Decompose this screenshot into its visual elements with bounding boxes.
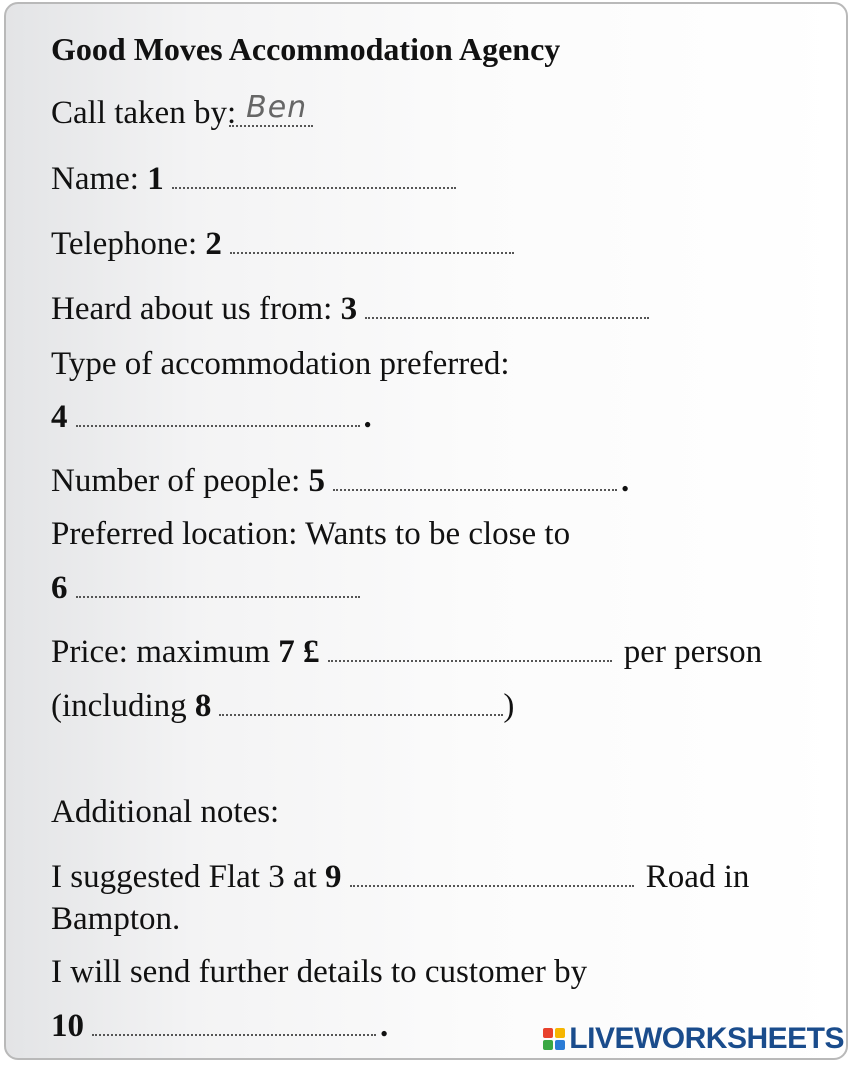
name-row <box>51 160 460 198</box>
call-taken-dots <box>229 119 313 127</box>
question-number-3: 3 <box>340 291 358 327</box>
answer-blank-3[interactable] <box>365 293 649 319</box>
heard-row <box>51 290 653 328</box>
people-label: Number of people: <box>51 463 301 499</box>
send-label: I will send further details to customer by <box>51 954 588 990</box>
notes-label: Additional notes: <box>51 794 280 830</box>
question-number-6: 6 <box>51 570 68 606</box>
currency-symbol: £ <box>303 634 320 670</box>
question-number-10: 10 <box>51 1008 84 1044</box>
answer-blank-6[interactable] <box>76 572 360 598</box>
suggest-line2: Bampton. <box>51 901 181 937</box>
answer-blank-5[interactable] <box>333 465 617 491</box>
logo-text: LIVEWORKSHEETS <box>569 1022 844 1055</box>
period: . <box>621 463 630 499</box>
answer-blank-4[interactable] <box>76 401 360 427</box>
question-number-5: 5 <box>308 463 326 499</box>
answer-blank-2[interactable] <box>230 228 514 254</box>
heard-label: Heard about us from: <box>51 291 333 327</box>
call-taken-row <box>51 90 313 133</box>
question-number-9: 9 <box>325 859 342 895</box>
logo-square <box>555 1040 565 1050</box>
answer-blank-8[interactable] <box>219 690 503 716</box>
logo-mark-icon <box>543 1028 565 1050</box>
question-number-2: 2 <box>205 226 222 262</box>
location-row <box>51 569 364 607</box>
call-taken-value: Ben <box>246 90 308 125</box>
price-label: Price: maximum <box>51 634 271 670</box>
including-suffix: ) <box>503 688 515 724</box>
telephone-row <box>51 225 518 263</box>
answer-blank-9[interactable] <box>350 861 634 887</box>
liveworksheets-logo[interactable] <box>543 1022 844 1056</box>
suggest-row <box>51 858 749 896</box>
name-label: Name: <box>51 161 139 197</box>
question-number-8: 8 <box>194 688 212 724</box>
suggest-suffix: Road in <box>645 859 750 895</box>
call-taken-label: Call taken by: <box>51 95 237 131</box>
logo-square <box>543 1028 553 1038</box>
including-prefix: (including <box>51 688 187 724</box>
price-suffix: per person <box>623 634 763 670</box>
question-number-1: 1 <box>147 161 164 197</box>
type-label: Type of accommodation preferred: <box>51 346 510 382</box>
answer-blank-1[interactable] <box>172 163 456 189</box>
suggest-prefix: I suggested Flat 3 at <box>51 859 317 895</box>
answer-blank-7[interactable] <box>328 636 612 662</box>
people-row <box>51 462 629 500</box>
send-row <box>51 1007 388 1045</box>
logo-square <box>543 1040 553 1050</box>
type-row <box>51 398 372 436</box>
logo-square <box>555 1028 565 1038</box>
answer-blank-10[interactable] <box>92 1010 376 1036</box>
period: . <box>363 399 372 435</box>
price-row <box>51 633 762 671</box>
telephone-label: Telephone: <box>51 226 198 262</box>
location-label: Preferred location: Wants to be close to <box>51 516 571 552</box>
question-number-7: 7 <box>278 634 295 670</box>
period: . <box>380 1008 389 1044</box>
including-row <box>51 687 514 725</box>
form-title: Good Moves Accommodation Agency <box>51 31 561 67</box>
question-number-4: 4 <box>51 399 68 435</box>
